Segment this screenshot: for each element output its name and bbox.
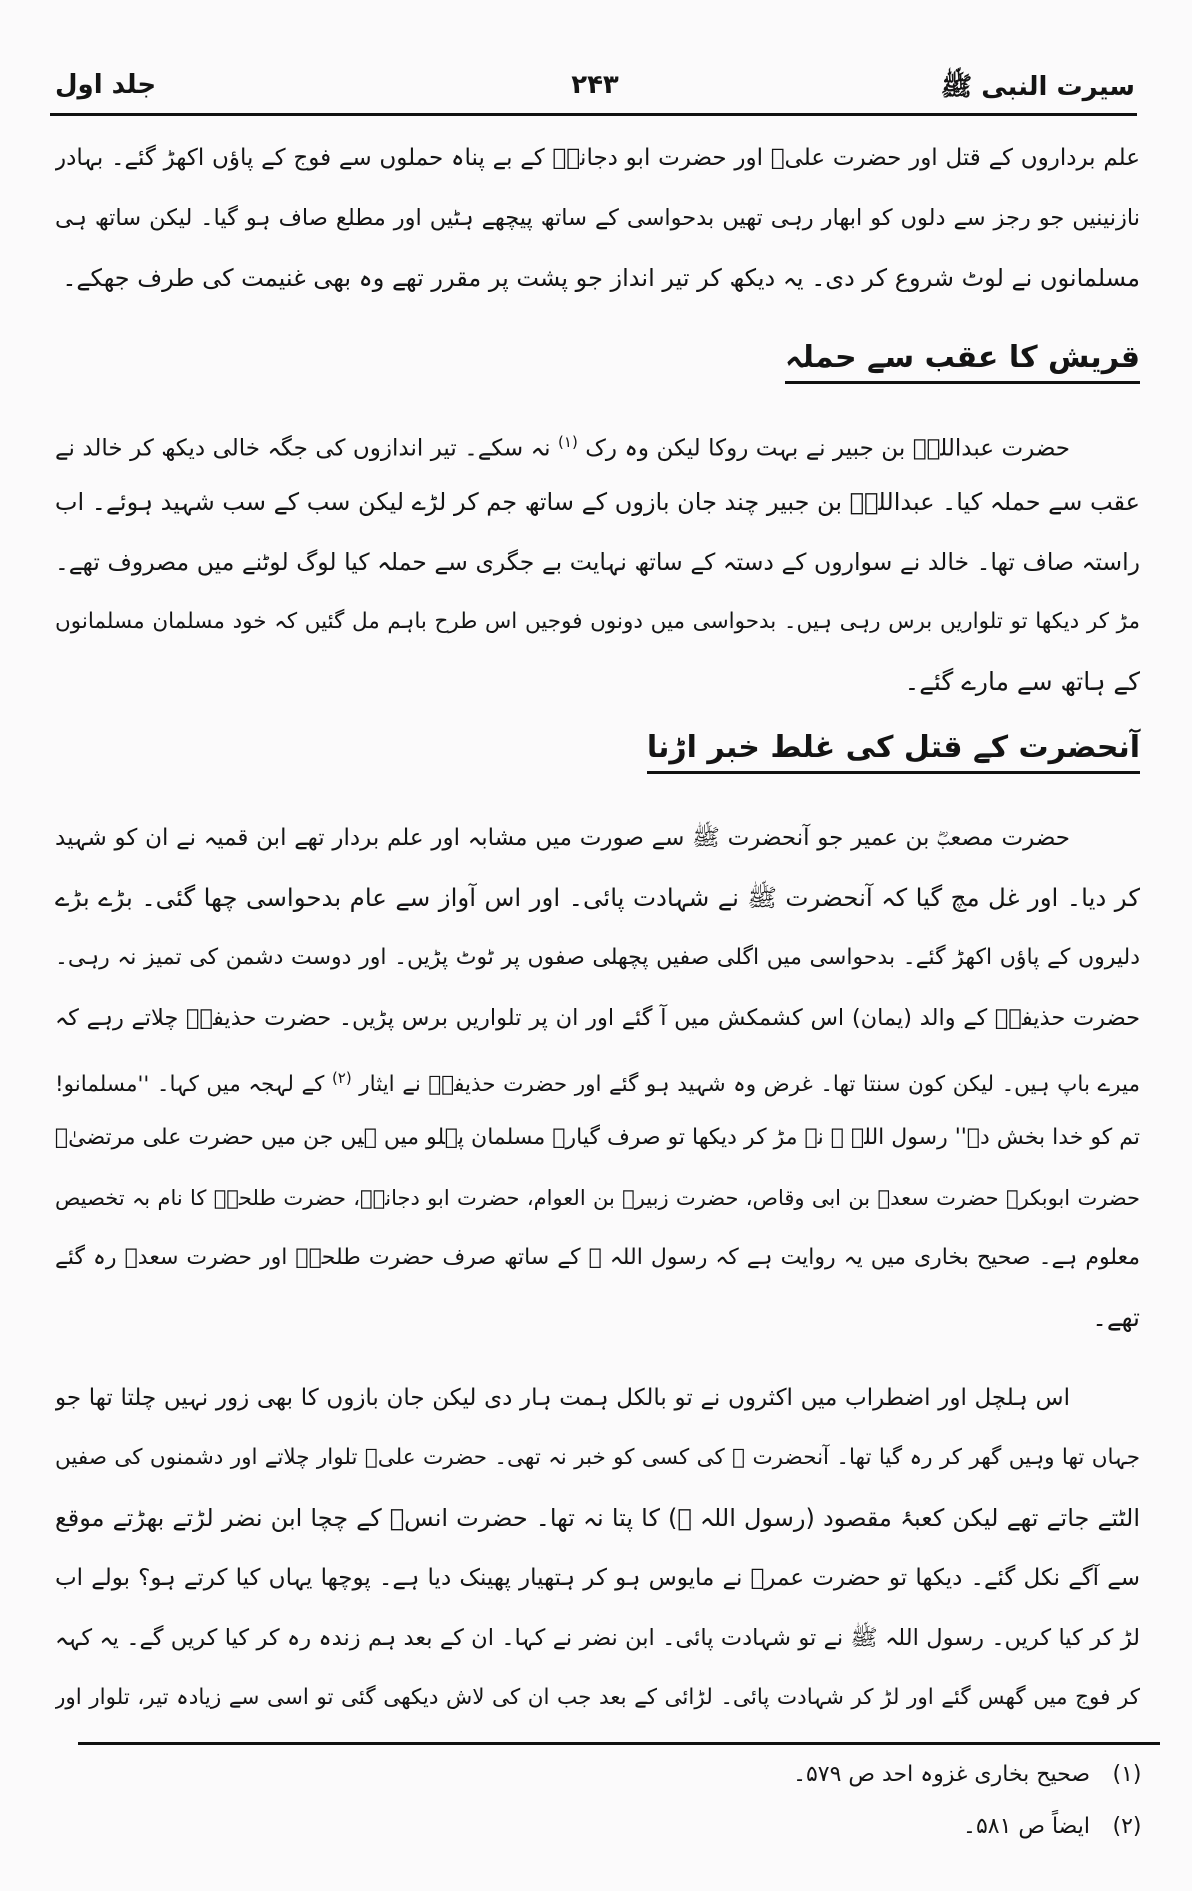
text-line: [55, 1048, 1140, 1108]
text-line: نازنینیں جو رجز سے دلوں کو ابھار رہی تھیں بدحواسی کے ساتھ پیچھے ہٹیں اور مطلع صاف ہو گیا۔ لیکن ساتھ ہی: [55, 205, 1140, 231]
footnote-2: [963, 1807, 1157, 1847]
footnote-ref-1[interactable]: (۱): [558, 433, 578, 451]
text-line: تم کو خدا بخش دے'' رسول اللہ ﷺ نے مڑ کر دیکھا تو صرف گیارہ مسلمان پہلو میں ہیں جن میں حضرت علی مرتضیٰؓ: [55, 1125, 1140, 1150]
text-line: مڑ کر دیکھا تو تلواریں برس رہی ہیں۔ بدحواسی میں دونوں فوجیں اس طرح باہم مل گئیں کہ خود مسلمان مسلمانوں: [55, 609, 1140, 634]
text-line: لڑ کر کیا کریں۔ رسول اللہ ﷺ نے تو شہادت پائی۔ ابن نضر نے کہا۔ ان کے بعد ہم زندہ رہ کر کیا کریں گے۔ یہ کہہ: [55, 1625, 1140, 1651]
text-line: معلوم ہے۔ صحیح بخاری میں یہ روایت ہے کہ رسول اللہ ﷺ کے ساتھ صرف حضرت طلحہؓ اور حضرت سعدؓ رہ گئے: [55, 1245, 1140, 1270]
volume-label: جلد اول: [55, 70, 157, 100]
paragraph-3: [55, 808, 1140, 1348]
paragraph-2: [55, 412, 1140, 712]
text-line: [55, 412, 1140, 472]
header-rule: [50, 113, 1137, 116]
text-line: کے ہاتھ سے مارے گئے۔: [904, 667, 1140, 696]
text-line: اس ہلچل اور اضطراب میں اکثروں نے تو بالکل ہمت ہار دی لیکن جان بازوں کا بھی زور نہیں چلتا تھا جو: [55, 1385, 1070, 1411]
section-heading-false-news: آنحضرت کے قتل کی غلط خبر اڑنا: [647, 730, 1140, 774]
text-line: عقب سے حملہ کیا۔ عبداللہؓ بن جبیر چند جان بازوں کے ساتھ جم کر لڑے لیکن سب کے سب شہید ہوئے۔ اب: [55, 488, 1140, 516]
text-line: سے آگے نکل گئے۔ دیکھا تو حضرت عمرؓ نے مایوس ہو کر ہتھیار پھینک دیا ہے۔ پوچھا یہاں کیا کرتے ہو؟ بولے اب: [55, 1565, 1140, 1591]
footnote-ref-2[interactable]: (۲): [331, 1069, 352, 1087]
page-number: ۲۴۳: [571, 70, 619, 100]
footnote-1: [793, 1755, 1157, 1795]
section-heading-quraysh-rear-attack: قریش کا عقب سے حملہ: [785, 340, 1140, 384]
book-title: سیرت النبی ﷺ: [940, 72, 1135, 102]
page-header: [55, 70, 1135, 110]
text-line: دلیروں کے پاؤں اکھڑ گئے۔ بدحواسی میں اگلی صفیں پچھلی صفوں پر ٹوٹ پڑیں۔ اور دوست دشمن کی تمیز نہ رہی۔: [55, 945, 1140, 970]
text-line: حضرت مصعبؓ بن عمیر جو آنحضرت ﷺ سے صورت میں مشابہ اور علم بردار تھے ابن قمیہ نے ان کو شہید: [55, 825, 1070, 851]
paragraph-1: [55, 128, 1140, 308]
footnote-text: صحیح بخاری غزوہ احد ص ۵۷۹۔: [793, 1762, 1090, 1787]
text-line: راستہ صاف تھا۔ خالد نے سواروں کے دستہ کے ساتھ نہایت بے جگری سے حملہ کیا لوگ لوٹنے میں مصروف تھے۔: [55, 548, 1140, 576]
text-segment: حضرت عبداللہؓ بن جبیر نے بہت روکا لیکن وہ رک: [585, 435, 1071, 462]
text-line: الٹتے جاتے تھے لیکن کعبۂ مقصود (رسول اللہ ﷺ) کا پتا نہ تھا۔ حضرت انسؓ کے چچا ابن نضر لڑتے بھڑتے موقع: [55, 1504, 1140, 1532]
text-line: جہاں تھا وہیں گھر کر رہ گیا تھا۔ آنحضرت ﷺ کی کسی کو خبر نہ تھی۔ حضرت علیؓ تلوار چلاتے اور دشمنوں کی صفیں: [55, 1445, 1140, 1470]
footnote-rule: [78, 1742, 1160, 1745]
text-segment: نہ سکے۔ تیر اندازوں کی جگہ خالی دیکھ کر خالد نے: [55, 435, 551, 462]
text-line: علم برداروں کے قتل اور حضرت علیؓ اور حضرت ابو دجانہؓ کے بے پناہ حملوں سے فوج کے پاؤں اکھڑ گئے۔ بہادر: [55, 145, 1140, 171]
text-line: مسلمانوں نے لوٹ شروع کر دی۔ یہ دیکھ کر تیر انداز جو پشت پر مقرر تھے وہ بھی غنیمت کی طرف جھکے۔: [62, 264, 1140, 292]
footnote-number: (۲): [1112, 1814, 1142, 1839]
footnote-number: (۱): [1112, 1762, 1142, 1787]
text-segment: میرے باپ ہیں۔ لیکن کون سنتا تھا۔ غرض وہ شہید ہو گئے اور حضرت حذیفہؓ نے ایثار: [359, 1072, 1140, 1098]
footnote-text: ایضاً ص ۵۸۱۔: [963, 1814, 1090, 1839]
text-line: تھے۔: [1092, 1303, 1140, 1332]
text-line: کر فوج میں گھس گئے اور لڑ کر شہادت پائی۔ لڑائی کے بعد جب ان کی لاش دیکھی گئی تو اسی سے زیادہ تیر، تلوار اور: [55, 1685, 1140, 1710]
text-line: حضرت ابوبکرؓ حضرت سعدؓ بن ابی وقاص، حضرت زبیرؓ بن العوام، حضرت ابو دجانہؓ، حضرت طلحہؓ کا نام بہ تخصیص: [55, 1186, 1140, 1210]
text-line: کر دیا۔ اور غل مچ گیا کہ آنحضرت ﷺ نے شہادت پائی۔ اور اس آواز سے عام بدحواسی چھا گئی۔ بڑے بڑے: [55, 883, 1140, 912]
text-line: حضرت حذیفہؓ کے والد (یمان) اس کشمکش میں آ گئے اور ان پر تلواریں برس پڑیں۔ حضرت حذیفہؓ چلاتے رہے کہ: [55, 1005, 1140, 1031]
paragraph-4: [55, 1368, 1140, 1728]
text-segment: کے لہجہ میں کہا۔ ''مسلمانو!: [55, 1072, 325, 1098]
